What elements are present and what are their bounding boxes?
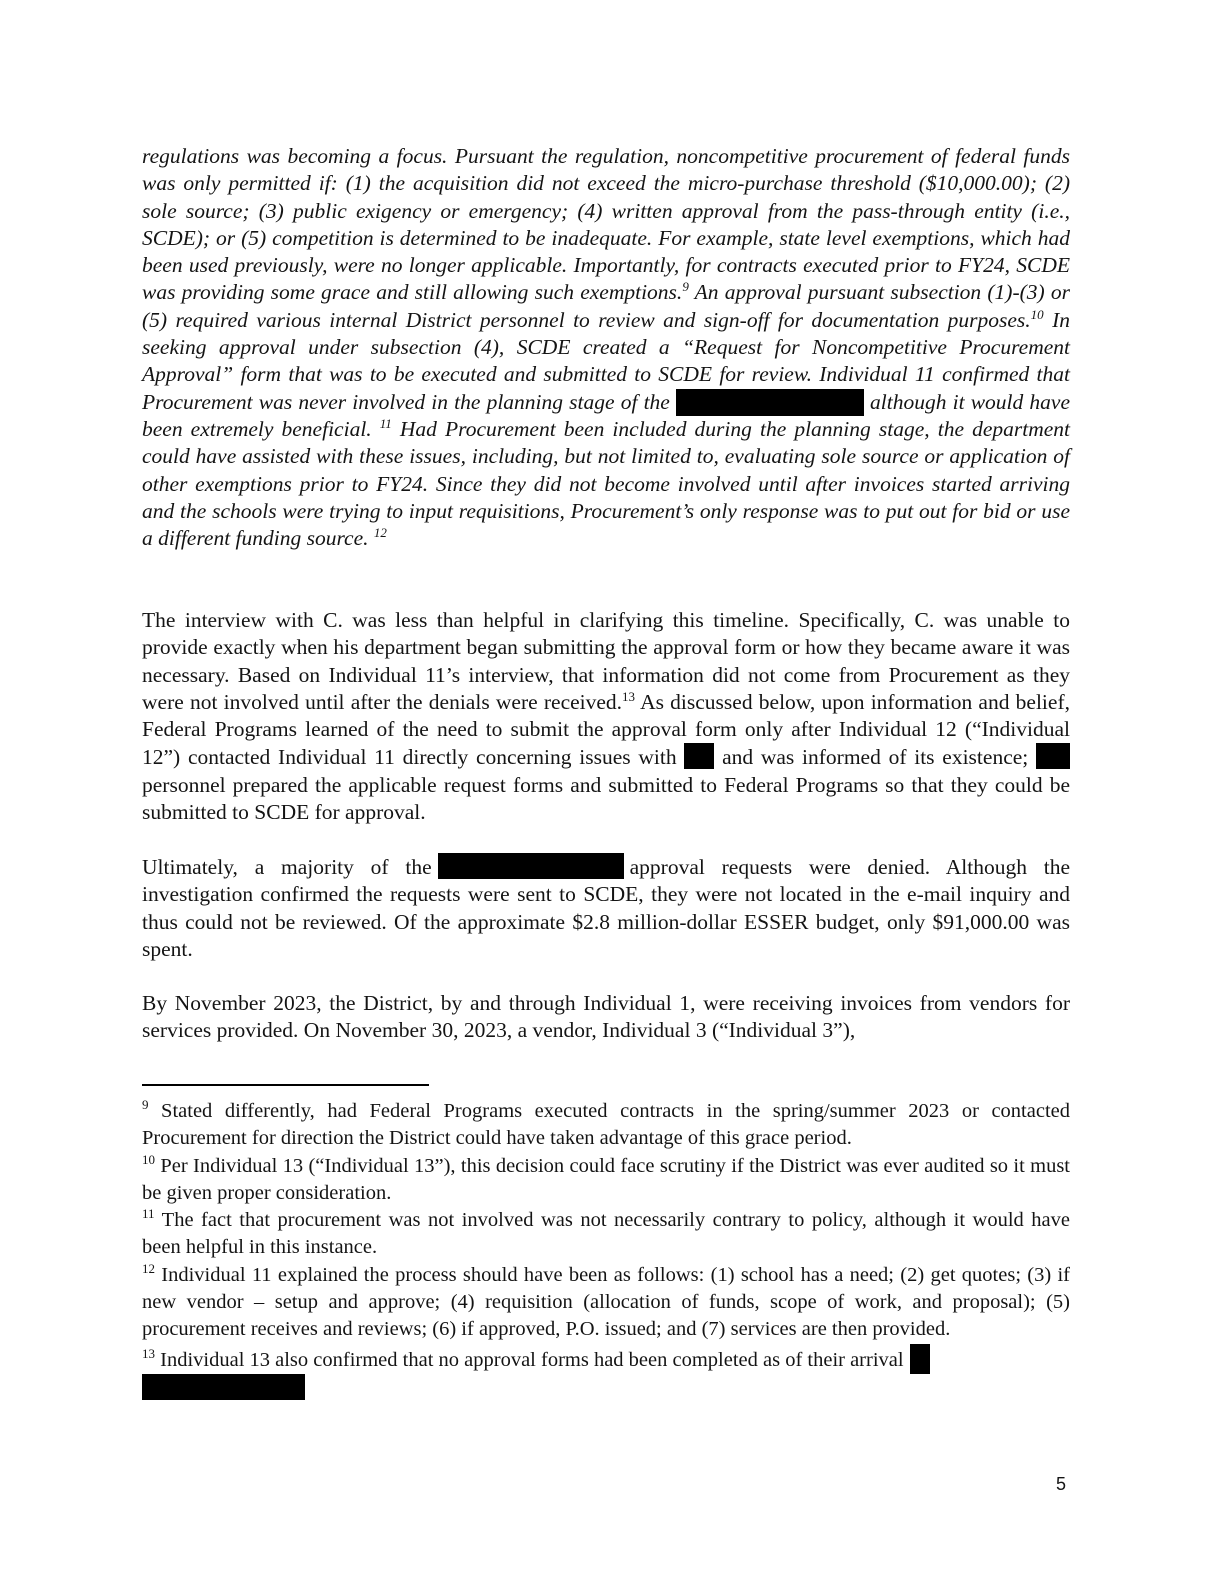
footnote-text: The fact that procurement was not involved was not necessarily contrary to policy, although it would have been helpful in this instance. bbox=[142, 1209, 1070, 1259]
footnote-text: Individual 13 also confirmed that no approval forms had been completed as of their arrival bbox=[155, 1348, 904, 1371]
quote-text: although it would have been extremely beneficial. bbox=[142, 389, 1070, 441]
footnote-number: 11 bbox=[142, 1206, 155, 1222]
footnote-number: 13 bbox=[142, 1345, 155, 1361]
paragraph-text: By November 2023, the District, by and through Individual 1, were receiving invoices from vendors for services provided. On November 30, 2023, a vendor, Individual 3 (“Individual 3”), bbox=[142, 991, 1070, 1043]
footnote-text: Stated differently, had Federal Programs executed contracts in the spring/summer 2023 or contacted Procurement for direction the District could have taken advantage of this grace period. bbox=[142, 1100, 1070, 1150]
paragraph-interview bbox=[142, 607, 1070, 826]
paragraph-text: The interview with C. was less than helpful in clarifying this timeline. Specifically, C. was unable to provide exactly when his department began submitting the approval form or how they became aware it was necessary. Based on Individual 11’s interview, that information did not come from Procurement as they were not involved until after the denials were received. bbox=[142, 608, 1070, 714]
footnote-12 bbox=[142, 1262, 1070, 1344]
footnote-continuation bbox=[142, 1374, 1070, 1404]
footnote-number: 12 bbox=[142, 1260, 155, 1276]
footnote-number: 10 bbox=[142, 1151, 155, 1167]
footnote-ref-9: 9 bbox=[682, 279, 689, 295]
quote-text: An approval pursuant subsection (1)-(3) or (5) required various internal District personnel to review and sign-off for documentation purposes. bbox=[142, 280, 1070, 332]
paragraph-text: and was informed of its existence; bbox=[714, 745, 1029, 770]
page-number: 5 bbox=[1056, 1474, 1067, 1494]
paragraph-text: approval requests were denied. Although the investigation confirmed the requests were sent to SCDE, they were not located in the e-mail inquiry and thus could not be reviewed. Of the approximate $2.8 million-dollar ESSER budget, only $91,000.00 was spent. bbox=[142, 855, 1070, 961]
footnote-13 bbox=[142, 1344, 1070, 1405]
paragraph-invoices bbox=[142, 990, 1070, 1045]
paragraph-text: personnel prepared the applicable request forms and submitted to Federal Programs so that they could be submitted to SCDE for approval. bbox=[142, 772, 1070, 825]
footnote-text: Individual 11 explained the process should have been as follows: (1) school has a need; (2) get quotes; (3) if new vendor – setup and approve; (4) requisition (allocation of funds, scope of work, and proposal); (5) procurement receives and reviews; (6) if approved, P.O. issued; and (7) services are then provided. bbox=[142, 1263, 1070, 1341]
paragraph-denials bbox=[142, 853, 1070, 963]
quote-text: In seeking approval under subsection (4), SCDE created a “Request for Noncompetitive Procurement Approval” form that was to be executed and submitted to SCDE for review. Individual 11 confirmed that Procurement was never involved in the planning stage of the bbox=[142, 307, 1070, 414]
redaction-box bbox=[438, 853, 624, 879]
footnote-11 bbox=[142, 1207, 1070, 1262]
redaction-box bbox=[1036, 743, 1070, 769]
footnote-number: 9 bbox=[142, 1097, 149, 1113]
footnote-ref-13: 13 bbox=[622, 688, 636, 704]
redaction-box bbox=[684, 743, 714, 769]
redaction-box bbox=[676, 389, 864, 416]
footnote-ref-12: 12 bbox=[373, 525, 387, 540]
footnote-ref-11: 11 bbox=[379, 415, 392, 431]
footnote-10 bbox=[142, 1153, 1070, 1208]
redaction-box bbox=[142, 1374, 305, 1400]
quote-text: regulations was becoming a focus. Pursuant the regulation, noncompetitive procurement of federal funds was only permitted if: (1) the acquisition did not exceed the micro-purchase threshold ($10,000.00); (2) sole source; (3) public exigency or emergency; (4) written approval from the pass-through entity (i.e., SCDE); or (5) competition is determined to be inadequate. For example, state level exemptions, which had been used previously, were no longer applicable. Importantly, for contracts executed prior to FY24, SCDE was providing some grace and still allowing such exemptions. bbox=[142, 144, 1070, 305]
paragraph-text: As discussed below, upon information and belief, Federal Programs learned of the need to submit the approval form only after Individual 12 (“Individual 12”) contacted Individual 11 directly concerning issues with bbox=[142, 689, 1070, 770]
footnote-ref-10: 10 bbox=[1030, 306, 1044, 322]
block-quote bbox=[142, 143, 1070, 552]
footnote-divider bbox=[142, 1084, 429, 1086]
redaction-box bbox=[910, 1344, 930, 1374]
paragraph-text: Ultimately, a majority of the bbox=[142, 855, 432, 879]
footnote-text: Per Individual 13 (“Individual 13”), this decision could face scrutiny if the District was ever audited so it must be given proper consideration. bbox=[142, 1154, 1070, 1204]
footnote-9 bbox=[142, 1098, 1070, 1153]
footnotes bbox=[142, 1098, 1070, 1404]
quote-text: Had Procurement been included during the planning stage, the department could have assisted with these issues, including, but not limited to, evaluating sole source or application of other exemptions prior to FY24. Since they did not become involved until after invoices started arriving and the schools were trying to input requisitions, Procurement’s only response was to put out for bid or use a different funding source. bbox=[142, 416, 1070, 551]
